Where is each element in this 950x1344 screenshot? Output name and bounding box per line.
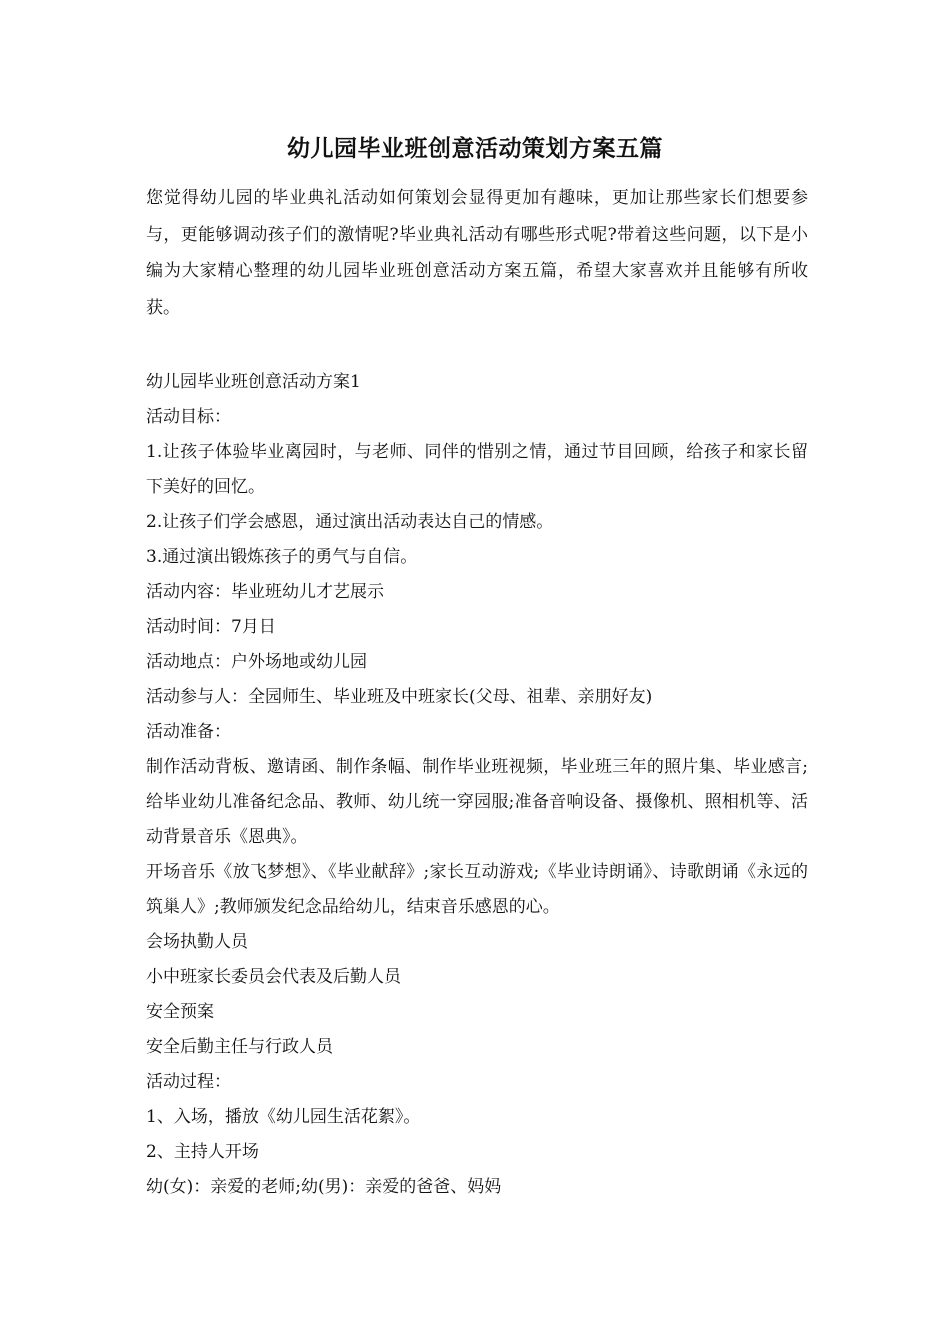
paragraph: 1.让孩子体验毕业离园时，与老师、同伴的惜别之情，通过节目回顾，给孩子和家长留下美好的回忆。 (146, 442, 808, 497)
paragraph: 制作活动背板、邀请函、制作条幅、制作毕业班视频，毕业班三年的照片集、毕业感言;给毕业幼儿准备纪念品、教师、幼儿统一穿园服;准备音响设备、摄像机、照相机等、活动背景音乐《恩典》。 (146, 757, 808, 847)
paragraph: 活动时间：7月日 (146, 617, 276, 637)
section-heading: 幼儿园毕业班创意活动方案1 (146, 372, 361, 392)
paragraph: 活动内容：毕业班幼儿才艺展示 (146, 582, 384, 602)
paragraph: 会场执勤人员 (146, 932, 248, 952)
document-title: 幼儿园毕业班创意活动策划方案五篇 (287, 135, 663, 162)
paragraph: 活动地点：户外场地或幼儿园 (146, 652, 367, 672)
paragraph: 2.让孩子们学会感恩，通过演出活动表达自己的情感。 (146, 512, 554, 532)
paragraph: 3.通过演出锻炼孩子的勇气与自信。 (146, 547, 418, 567)
paragraph: 活动参与人：全园师生、毕业班及中班家长(父母、祖辈、亲朋好友) (146, 687, 653, 707)
paragraph: 幼(女)：亲爱的老师;幼(男)：亲爱的爸爸、妈妈 (146, 1177, 502, 1197)
document-body (146, 365, 808, 1205)
paragraph: 安全后勤主任与行政人员 (146, 1037, 333, 1057)
paragraph: 1、入场，播放《幼儿园生活花絮》。 (146, 1107, 421, 1127)
intro-paragraph: 您觉得幼儿园的毕业典礼活动如何策划会显得更加有趣味，更加让那些家长们想要参与，更能够调动孩子们的激情呢?毕业典礼活动有哪些形式呢?带着这些问题，以下是小编为大家精心整理的幼儿园毕业班创意活动方案五篇，希望大家喜欢并且能够有所收获。 (146, 188, 808, 318)
paragraph: 活动过程： (146, 1072, 231, 1092)
paragraph: 小中班家长委员会代表及后勤人员 (146, 967, 401, 987)
paragraph: 活动目标： (146, 407, 231, 427)
paragraph: 活动准备： (146, 722, 231, 742)
paragraph: 安全预案 (146, 1002, 214, 1022)
paragraph: 2、主持人开场 (146, 1142, 259, 1162)
paragraph: 开场音乐《放飞梦想》、《毕业献辞》;家长互动游戏;《毕业诗朗诵》、诗歌朗诵《永远的筑巢人》;教师颁发纪念品给幼儿，结束音乐感恩的心。 (146, 862, 808, 917)
